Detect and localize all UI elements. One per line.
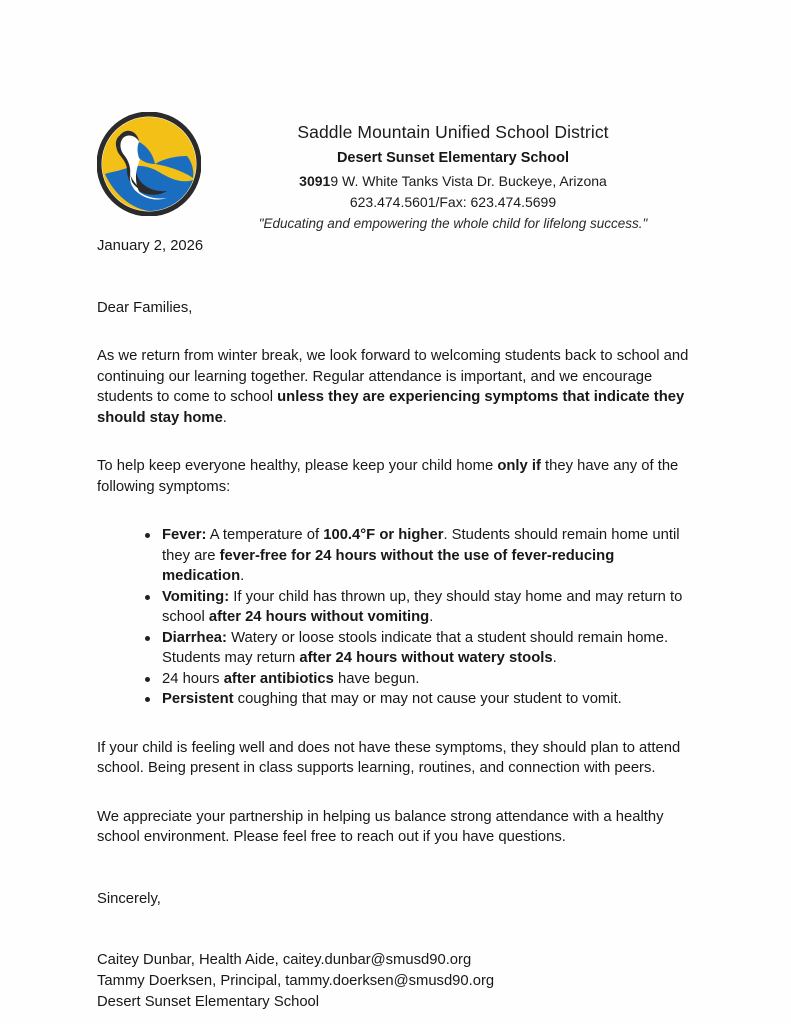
symptom-bold-1: after antibiotics: [223, 670, 334, 687]
letter-salutation: Dear Families,: [97, 299, 193, 316]
symptom-bold-1: after 24 hours without watery stools: [299, 650, 553, 666]
paragraph-2-text-2: they have any of the following symptoms:: [97, 458, 679, 495]
signature-line: Caitey Dunbar, Health Aide, caitey.dunbar@smusd90.org: [97, 952, 472, 968]
paragraph-1-text-1: As we return from winter break, we look forward to welcoming students back to school and continuing our learning together. Regular attendance is important, and we encourage students to come to school: [97, 348, 689, 405]
signature-block: [97, 950, 698, 1013]
paragraph-1-bold-1: unless they are experiencing symptoms that indicate they should stay home: [97, 389, 685, 426]
signature-line: Tammy Doerksen, Principal, tammy.doerksen@smusd90.org: [97, 973, 495, 989]
symptom-bold-1: after 24 hours without vomiting: [208, 609, 430, 625]
paragraph-2-text-1: To help keep everyone healthy, please keep your child home: [97, 458, 498, 474]
paragraph-2-bold-1: only if: [497, 458, 541, 474]
list-item: [145, 525, 698, 587]
howling-wolf-logo: [97, 112, 201, 216]
letter-body: [97, 236, 698, 1013]
symptom-text-1: A temperature of: [206, 527, 324, 543]
address-street-number: 3091: [299, 172, 331, 189]
symptom-label: Diarrhea:: [162, 629, 227, 646]
symptom-text-1: coughing that may or may not cause your student to vomit.: [233, 691, 622, 707]
symptom-text-3: .: [240, 568, 245, 584]
school-name: Desert Sunset Elementary School: [336, 149, 570, 166]
symptom-label: Fever:: [162, 527, 207, 543]
symptom-text-2: .: [429, 609, 434, 625]
paragraph-keep-home-intro: [97, 456, 698, 497]
symptom-text-1: 24 hours: [162, 670, 224, 687]
paragraph-attend-school: If your child is feeling well and does not have these symptoms, they should plan to attend school. Being present in class supports learning, routines, and connection with peers.: [97, 739, 681, 776]
symptom-label: Persistent: [162, 691, 234, 707]
symptom-text-2: have begun.: [333, 670, 420, 687]
district-name: Saddle Mountain Unified School District: [297, 122, 609, 142]
letterhead: [97, 108, 697, 234]
paragraph-1-text-2: .: [222, 409, 227, 426]
symptom-label: Vomiting:: [162, 588, 230, 605]
signature-line: Desert Sunset Elementary School: [97, 994, 320, 1010]
letter-date: January 2, 2026: [97, 238, 204, 254]
list-item: [145, 689, 698, 710]
paragraph-welcome-back: [97, 346, 698, 428]
symptom-text-2: . Students should remain home until they are: [162, 527, 680, 564]
list-item: [145, 628, 698, 669]
paragraph-partnership: We appreciate your partnership in helping us balance strong attendance with a healthy school environment. Please feel free to reach out if you have questions.: [97, 808, 664, 845]
letter-closing: Sincerely,: [97, 890, 161, 907]
symptom-text-1: If your child has thrown up, they should stay home and may return to school: [162, 588, 683, 625]
list-item: [145, 669, 698, 690]
school-address: [209, 171, 697, 191]
symptom-text-2: .: [552, 650, 557, 666]
symptom-bold-1: 100.4°F or higher: [323, 527, 444, 543]
symptom-list: [97, 525, 698, 710]
list-item: [145, 587, 698, 628]
letterhead-text-block: [201, 108, 697, 234]
symptom-bold-2: fever-free for 24 hours without the use of fever-reducing medication: [162, 547, 615, 584]
school-tagline: "Educating and empowering the whole child for lifelong success.": [258, 216, 648, 232]
address-remainder: 9 W. White Tanks Vista Dr. Buckeye, Arizona: [330, 172, 607, 189]
symptom-text-1: Watery or loose stools indicate that a student should remain home. Students may return: [162, 629, 669, 666]
school-phone-fax: 623.474.5601/Fax: 623.474.5699: [349, 194, 557, 211]
